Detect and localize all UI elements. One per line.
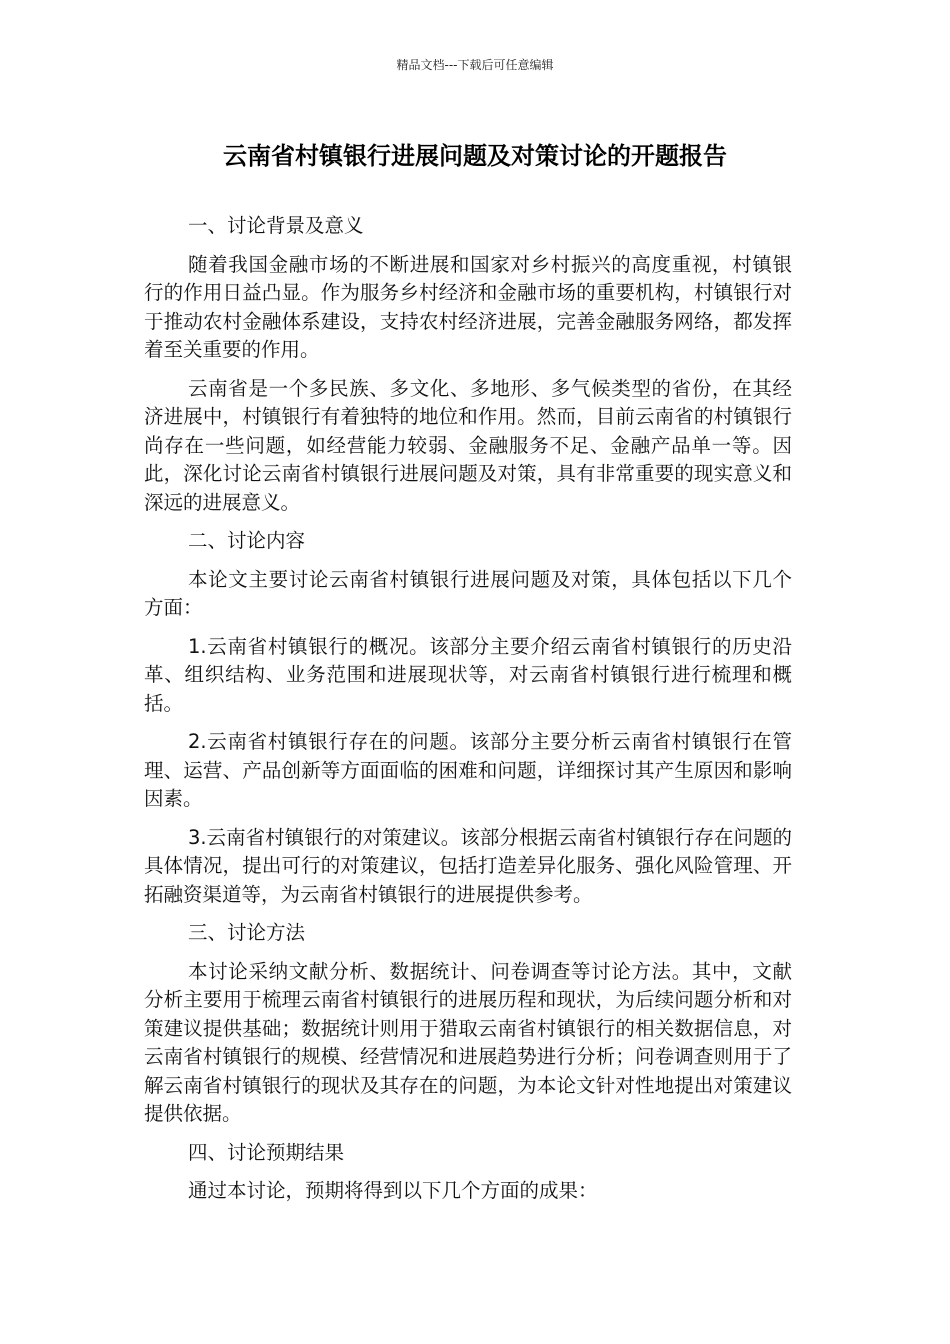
document-body bbox=[144, 212, 792, 1216]
paragraph-method: 本讨论采纳文献分析、数据统计、问卷调查等讨论方法。其中，文献分析主要用于梳理云南省村镇银行的进展历程和现状，为后续问题分析和对策建议提供基础；数据统计则用于猎取云南省村镇银行的相关数据信息，对云南省村镇银行的规模、经营情况和进展趋势进行分析；问卷调查则用于了解云南省村镇银行的现状及其存在的问题，为本论文针对性地提出对策建议提供依据。 bbox=[144, 959, 792, 1125]
paragraph-background-2: 云南省是一个多民族、多文化、多地形、多气候类型的省份，在其经济进展中，村镇银行有着独特的地位和作用。然而，目前云南省的村镇银行尚存在一些问题，如经营能力较弱、金融服务不足、金融产品单一等。因此，深化讨论云南省村镇银行进展问题及对策，具有非常重要的现实意义和深远的进展意义。 bbox=[144, 376, 792, 514]
paragraph-content-item-2: 2.云南省村镇银行存在的问题。该部分主要分析云南省村镇银行在管理、运营、产品创新等方面面临的困难和问题，详细探讨其产生原因和影响因素。 bbox=[144, 730, 792, 810]
section-heading-content: 二、讨论内容 bbox=[188, 529, 306, 552]
header-note: 精品文档---下载后可任意编辑 bbox=[396, 58, 554, 72]
section-heading-method: 三、讨论方法 bbox=[188, 921, 306, 944]
paragraph-content-intro: 本论文主要讨论云南省村镇银行进展问题及对策，具体包括以下几个方面： bbox=[144, 567, 792, 619]
paragraph-content-item-1: 1.云南省村镇银行的概况。该部分主要介绍云南省村镇银行的历史沿革、组织结构、业务范围和进展现状等，对云南省村镇银行进行梳理和概括。 bbox=[144, 634, 792, 715]
section-heading-background: 一、讨论背景及意义 bbox=[188, 214, 364, 237]
paragraph-content-item-3: 3.云南省村镇银行的对策建议。该部分根据云南省村镇银行存在问题的具体情况，提出可行的对策建议，包括打造差异化服务、强化风险管理、开拓融资渠道等，为云南省村镇银行的进展提供参考。 bbox=[144, 825, 792, 906]
paragraph-results-intro: 通过本讨论，预期将得到以下几个方面的成果： bbox=[188, 1179, 598, 1202]
section-heading-results: 四、讨论预期结果 bbox=[188, 1140, 345, 1164]
document-title: 云南省村镇银行进展问题及对策讨论的开题报告 bbox=[223, 142, 727, 170]
paragraph-background-1: 随着我国金融市场的不断进展和国家对乡村振兴的高度重视，村镇银行的作用日益凸显。作为服务乡村经济和金融市场的重要机构，村镇银行对于推动农村金融体系建设，支持农村经济进展，完善金融服务网络，都发挥着至关重要的作用。 bbox=[144, 252, 792, 361]
